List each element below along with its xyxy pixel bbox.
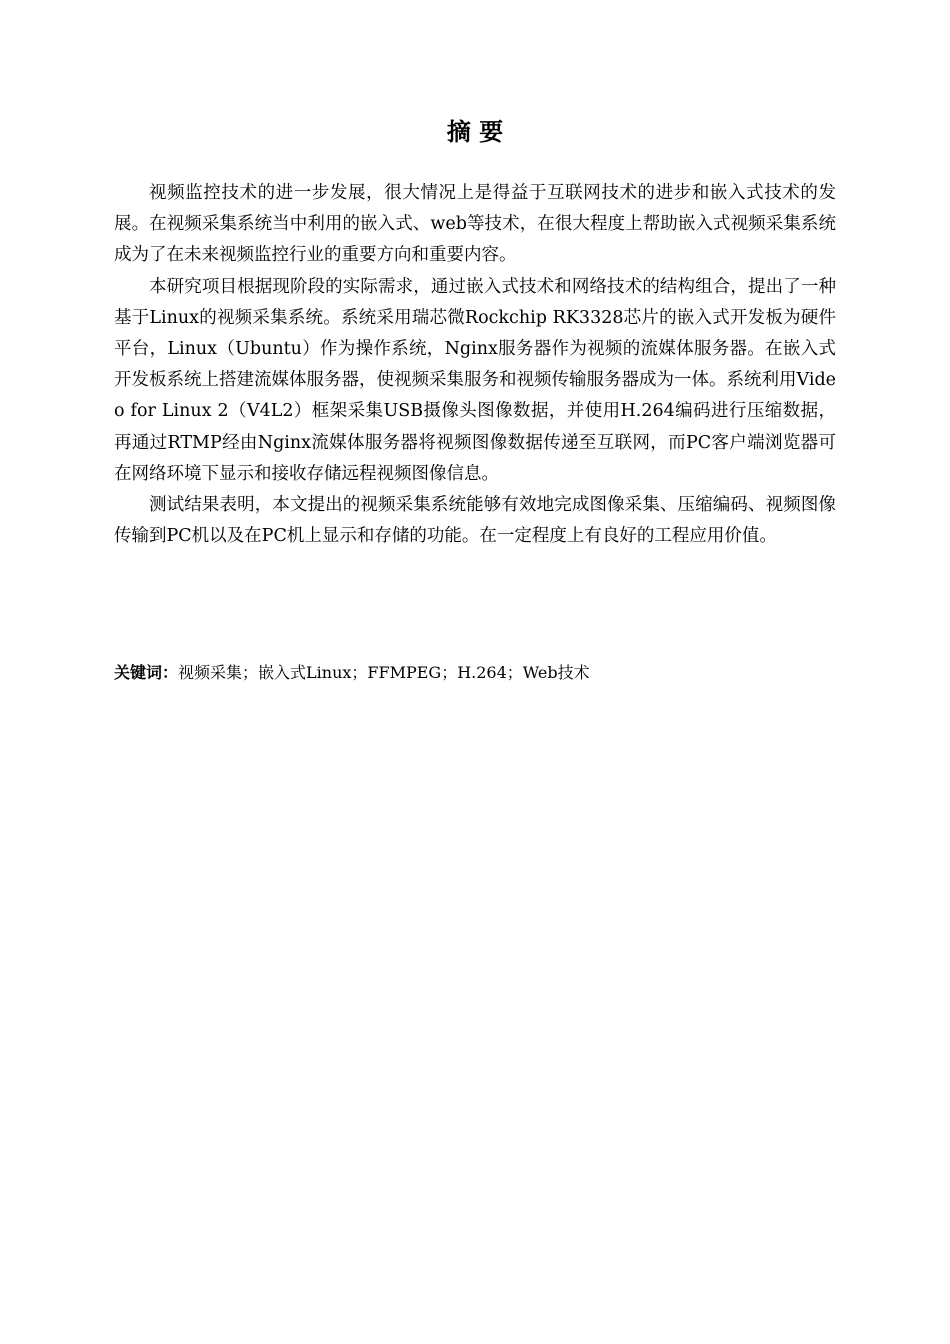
abstract-body (114, 178, 836, 552)
abstract-paragraph-2: 本研究项目根据现阶段的实际需求，通过嵌入式技术和网络技术的结构组合，提出了一种基于Linux的视频采集系统。系统采用瑞芯微Rockchip RK3328芯片的嵌入式开发板为硬件平台，Linux（Ubuntu）作为操作系统，Nginx服务器作为视频的流媒体服务器。在嵌入式开发板系统上搭建流媒体服务器，使视频采集服务和视频传输服务器成为一体。系统利用Video for Linux 2（V4L2）框架采集USB摄像头图像数据，并使用H.264编码进行压缩数据，再通过RTMP经由Nginx流媒体服务器将视频图像数据传递至互联网，而PC客户端浏览器可在网络环境下显示和接收存储远程视频图像信息。 (114, 276, 836, 484)
abstract-title: 摘 要 (446, 118, 504, 146)
abstract-paragraph-1: 视频监控技术的进一步发展，很大情况上是得益于互联网技术的进步和嵌入式技术的发展。在视频采集系统当中利用的嵌入式、web等技术，在很大程度上帮助嵌入式视频采集系统成为了在未来视频监控行业的重要方向和重要内容。 (114, 183, 836, 266)
keywords-label: 关键词： (114, 663, 179, 682)
keywords-line (114, 657, 836, 689)
keywords-values: 视频采集；嵌入式Linux；FFMPEG；H.264；Web技术 (178, 663, 590, 682)
abstract-paragraph-3: 测试结果表明，本文提出的视频采集系统能够有效地完成图像采集、压缩编码、视频图像传输到PC机以及在PC机上显示和存储的功能。在一定程度上有良好的工程应用价值。 (114, 495, 836, 547)
